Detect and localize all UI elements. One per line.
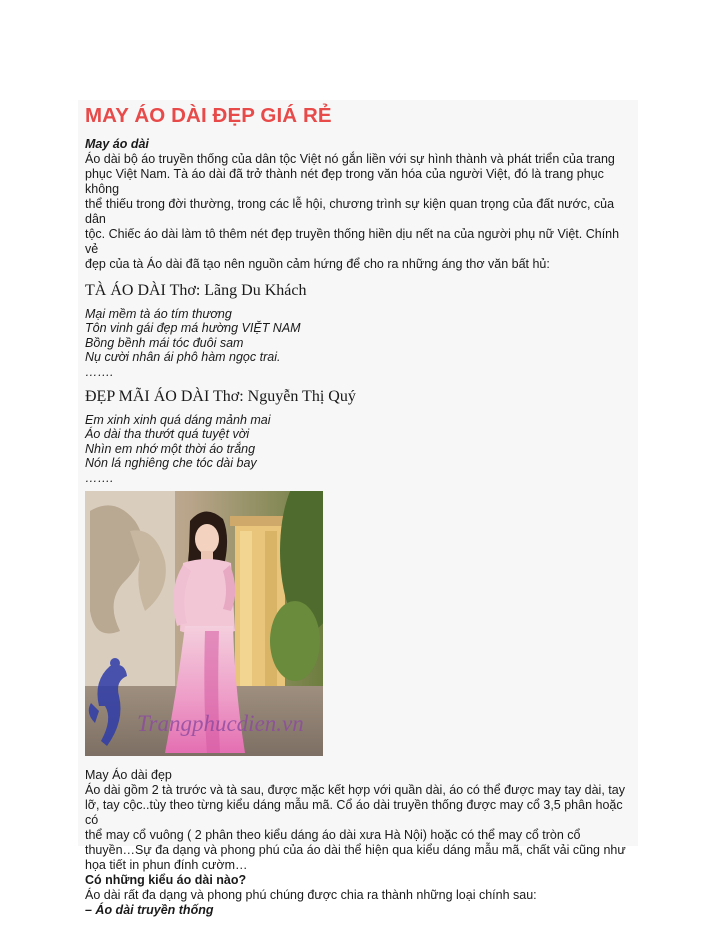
photo-watermark: Trangphucdien.vn: [137, 711, 304, 737]
body-section: [85, 768, 633, 918]
poem-line: Em xinh xinh quá dáng mảnh mai: [85, 413, 271, 428]
body-line: Áo dài gồm 2 tà trước và tà sau, được mặc kết hợp với quần dài, áo có thể được may tay dài, tay: [85, 783, 625, 798]
section-heading: May áo dài: [85, 137, 149, 151]
document-content: [85, 104, 633, 918]
poem-stanza: [85, 307, 633, 379]
page-title: MAY ÁO DÀI ĐẸP GIÁ RẺ: [85, 104, 332, 127]
body-heading: May Áo dài đẹp: [85, 768, 172, 783]
poem-ellipsis: …….: [85, 470, 114, 485]
intro-line: Áo dài bộ áo truyền thống của dân tộc Việt nó gắn liền với sự hình thành và phát triển của trang: [85, 152, 615, 166]
poem-line: Bồng bềnh mái tóc đuôi sam: [85, 335, 244, 350]
intro-line: thể thiếu trong đời thường, trong các lễ hội, chương trình sự kiện quan trọng của đất nước, của dân: [85, 197, 615, 226]
intro-line: phục Việt Nam. Tà áo dài đã trở thành nét đẹp trong văn hóa của người Việt, đó là trang phục không: [85, 167, 604, 196]
poem-line: Nón lá nghiêng che tóc dài bay: [85, 456, 257, 471]
answer-line: Áo dài rất đa dạng và phong phú chúng được chia ra thành những loại chính sau:: [85, 888, 537, 903]
poem-title: ĐẸP MÃI ÁO DÀI Thơ: Nguyễn Thị Quý: [85, 388, 356, 406]
poem-line: Nhìn em nhớ một thời áo trắng: [85, 441, 256, 456]
poem-title: TÀ ÁO DÀI Thơ: Lãng Du Khách: [85, 282, 307, 299]
body-line: thể may cổ vuông ( 2 phân theo kiểu dáng áo dài xưa Hà Nội) hoặc có thể may cổ tròn cổ: [85, 828, 581, 843]
body-line: lỡ, tay cộc..tùy theo từng kiểu dáng mẫu mã. Cổ áo dài truyền thống được may cổ 3,5 phân hoặc có: [85, 798, 623, 828]
poem-line: Tôn vinh gái đẹp má hường VIỆT NAM: [85, 321, 301, 336]
body-paragraph: [85, 768, 633, 873]
intro-line: tộc. Chiếc áo dài làm tô thêm nét đẹp truyền thống hiền dịu nết na của người phụ nữ Việt. Chính vẻ: [85, 227, 620, 256]
intro-line: đẹp của tà Áo dài đã tạo nên nguồn cảm hứng để cho ra những áng thơ văn bất hủ:: [85, 257, 550, 271]
ao-dai-photo: [85, 491, 323, 756]
poem-line: Mại mềm tà áo tím thương: [85, 307, 232, 321]
body-line: thuyền…Sự đa dạng và phong phú của áo dài thể hiện qua kiểu dáng mẫu mã, chất vải cũng như: [85, 843, 626, 858]
poem-line: Áo dài tha thướt quá tuyệt vời: [85, 427, 250, 442]
question-heading: Có những kiểu áo dài nào?: [85, 873, 247, 888]
body-line: họa tiết in phun đính cườm…: [85, 858, 248, 873]
poem-ellipsis: …….: [85, 364, 114, 379]
subheading: – Áo dài truyền thống: [85, 903, 214, 918]
poem-line: Nụ cười nhân ái phô hàm ngọc trai.: [85, 350, 281, 365]
intro-paragraph: [85, 152, 633, 272]
poem-stanza: [85, 413, 633, 485]
